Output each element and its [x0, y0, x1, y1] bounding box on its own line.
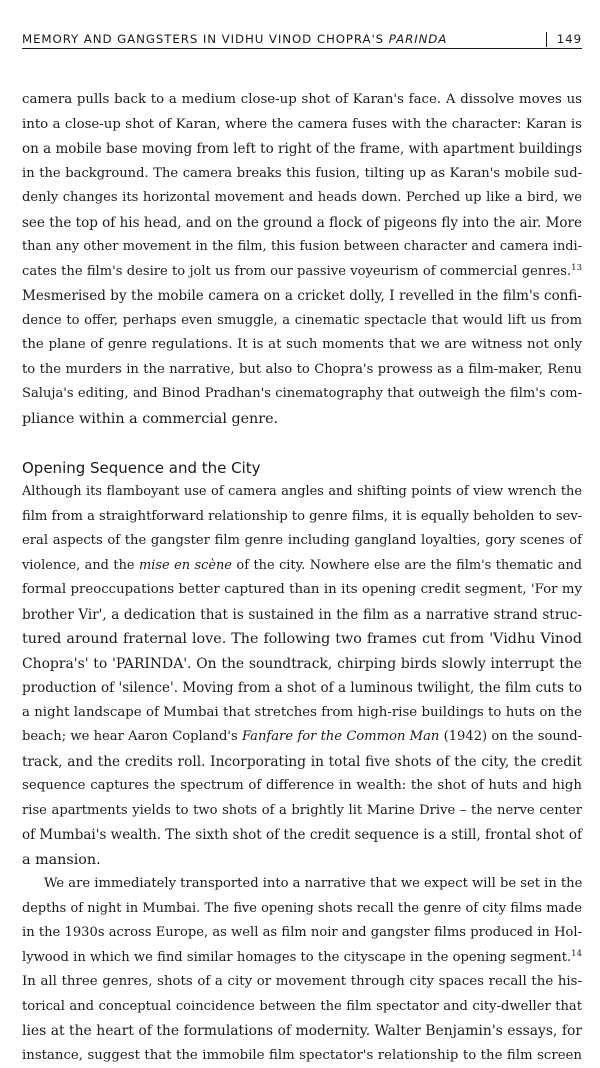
text-line: lies at the heart of the formulations of modernity. Walter Benjamin's essays, for — [22, 1019, 582, 1044]
text-line: in the 1930s across Europe, as well as film noir and gangster films produced in Hol- — [22, 921, 582, 946]
text-fragment: of the city. Nowhere else are the film's thematic and — [232, 558, 582, 573]
text-line: brother Vir', a dedication that is sustained in the film as a narrative strand struc- — [22, 603, 582, 628]
header-rule — [22, 48, 582, 49]
running-title — [22, 32, 447, 46]
text-line: torical and conceptual coincidence between the film spectator and city-dweller that — [22, 995, 582, 1020]
text-line: to the murders in the narrative, but also to Chopra's prowess as a film-maker, Renu — [22, 358, 582, 383]
text-line: production of 'silence'. Moving from a shot of a luminous twilight, the film cuts to — [22, 676, 582, 701]
text-line: a mansion. — [22, 848, 582, 873]
text-line: Chopra's' to 'PARINDA'. On the soundtrack, chirping birds slowly interrupt the — [22, 652, 582, 677]
paragraph-2 — [22, 480, 582, 872]
paragraph-3 — [22, 872, 582, 1068]
text-line: film from a straightforward relationship to genre films, it is equally beholden to sev- — [22, 505, 582, 530]
text-line: track, and the credits roll. Incorporating in total five shots of the city, the credit — [22, 750, 582, 775]
text-fragment: cates the film's desire to jolt us from our passive voyeurism of commercial genres. — [22, 264, 571, 279]
text-line: camera pulls back to a medium close-up shot of Karan's face. A dissolve moves us — [22, 88, 582, 113]
text-line — [22, 725, 582, 750]
text-line: in the background. The camera breaks this fusion, tilting up as Karan's mobile sud- — [22, 162, 582, 187]
text-line: into a close-up shot of Karan, where the camera fuses with the character: Karan is — [22, 113, 582, 138]
italic-title: Fanfare for the Common Man — [242, 729, 439, 744]
text-line: a night landscape of Mumbai that stretches from high-rise buildings to huts on the — [22, 701, 582, 726]
running-head — [22, 32, 582, 48]
text-line: on a mobile base moving from left to right of the frame, with apartment buildings — [22, 137, 582, 162]
page-number: 149 — [546, 32, 582, 47]
text-line — [22, 946, 582, 971]
text-line: of Mumbai's wealth. The sixth shot of the credit sequence is a still, frontal shot of — [22, 823, 582, 848]
text-line: depths of night in Mumbai. The five opening shots recall the genre of city films made — [22, 897, 582, 922]
text-line — [22, 554, 582, 579]
text-fragment: (1942) on the sound- — [439, 729, 582, 744]
text-line: We are immediately transported into a narrative that we expect will be set in the — [22, 872, 582, 897]
text-fragment: lywood in which we find similar homages to the cityscape in the opening segment. — [22, 950, 571, 965]
text-line: formal preoccupations better captured than in its opening credit segment, 'For my — [22, 578, 582, 603]
text-line: Although its flamboyant use of camera angles and shifting points of view wrench the — [22, 480, 582, 505]
text-line: see the top of his head, and on the ground a flock of pigeons fly into the air. More — [22, 211, 582, 236]
text-line: sequence captures the spectrum of difference in wealth: the shot of huts and high — [22, 774, 582, 799]
body-text — [22, 88, 582, 1068]
text-fragment: beach; we hear Aaron Copland's — [22, 729, 242, 744]
text-line: the plane of genre regulations. It is at such moments that we are witness not only — [22, 333, 582, 358]
section-heading: Opening Sequence and the City — [22, 456, 582, 480]
text-line: rise apartments yields to two shots of a brightly lit Marine Drive – the nerve center — [22, 799, 582, 824]
text-line — [22, 260, 582, 285]
text-line: eral aspects of the gangster film genre including gangland loyalties, gory scenes of — [22, 529, 582, 554]
italic-term: mise en scène — [139, 558, 232, 573]
text-line: than any other movement in the film, this fusion between character and camera indi- — [22, 235, 582, 260]
text-line: pliance within a commercial genre. — [22, 407, 582, 432]
text-line: dence to offer, perhaps even smuggle, a cinematic spectacle that would lift us from — [22, 309, 582, 334]
text-line: instance, suggest that the immobile film spectator's relationship to the film screen — [22, 1044, 582, 1068]
footnote-ref-13: 13 — [571, 263, 582, 273]
text-line: denly changes its horizontal movement and heads down. Perched up like a bird, we — [22, 186, 582, 211]
text-line: Mesmerised by the mobile camera on a cricket dolly, I revelled in the film's confi- — [22, 284, 582, 309]
text-line: In all three genres, shots of a city or movement through city spaces recall the his- — [22, 970, 582, 995]
footnote-ref-14: 14 — [571, 949, 582, 959]
running-title-italic: PARINDA — [389, 32, 448, 46]
text-line: tured around fraternal love. The following two frames cut from 'Vidhu Vinod — [22, 627, 582, 652]
running-title-text: MEMORY AND GANGSTERS IN VIDHU VINOD CHOPRA'S — [22, 32, 389, 46]
text-line: Saluja's editing, and Binod Pradhan's cinematography that outweigh the film's com- — [22, 382, 582, 407]
paragraph-1 — [22, 88, 582, 431]
text-fragment: violence, and the — [22, 558, 139, 573]
